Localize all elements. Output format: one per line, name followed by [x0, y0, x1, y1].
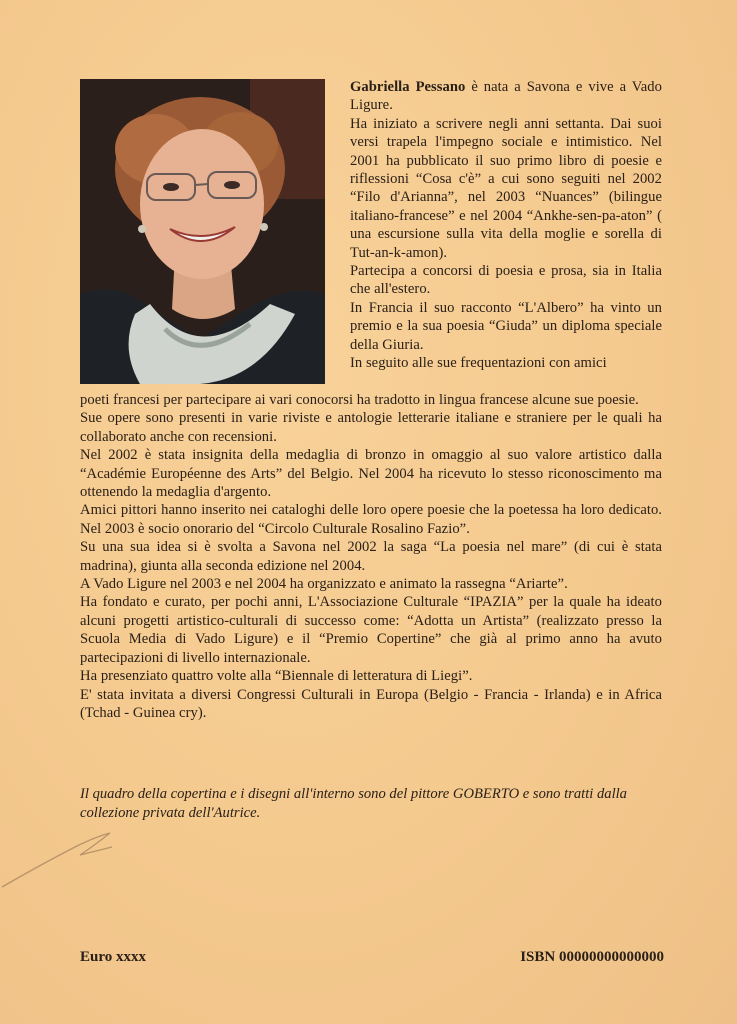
bio-paragraph: Ha presenziato quattro volte alla “Biennale di letteratura di Liegi”. — [80, 668, 473, 685]
bio-paragraph: A Vado Ligure nel 2003 e nel 2004 ha organizzato e animato la rassegna “Ariarte”. — [80, 576, 568, 593]
bio-paragraph: Ha fondato e curato, per pochi anni, L'Associazione Culturale “IPAZIA” per la quale ha ideato alcuni progetti artistico-culturali di successo come: “Adotta un Artista” (realizzato presso la Scuola Media di Vado Ligure) e il “Premio Copertine” che già al primo anno ha avuto partecipazioni di livello internazionale. — [80, 594, 662, 666]
bio-paragraph: Nel 2002 è stata insignita della medaglia di bronzo in omaggio al suo valore artistico dalla “Académie Européenne des Arts” del Belgio. Nel 2004 ha ricevuto lo stesso riconoscimento ma ottenendo la medaglia d'argento. — [80, 447, 662, 501]
bio-side-column — [350, 78, 662, 373]
bio-paragraph: Partecipa a concorsi di poesia e prosa, sia in Italia che all'estero. — [350, 263, 662, 298]
bio-intro — [350, 78, 662, 115]
bio-intro-rest: è nata a Savona e vive a Vado Ligure. — [350, 79, 662, 114]
bio-paragraph: poeti francesi per partecipare ai vari conocorsi ha tradotto in lingua francese alcune sue poesie. — [80, 392, 639, 408]
bio-paragraph: Sue opere sono presenti in varie riviste e antologie letterarie italiane e straniere per le quali ha collaborato anche con recensioni. — [80, 410, 662, 445]
author-photo — [80, 79, 325, 384]
price-label: Euro xxxx — [80, 949, 146, 965]
author-portrait-image — [80, 79, 325, 384]
bio-paragraph: Amici pittori hanno inserito nei cataloghi delle loro opere poesie che la poetessa ha loro dedicato. Nel 2003 è socio onorario del “Circolo Culturale Rosalino Fazio”. — [80, 502, 662, 537]
bio-paragraph: Su una sua idea si è svolta a Savona nel 2002 la saga “La poesia nel mare” (di cui è stata madrina), giunta alla seconda edizione nel 2004. — [80, 539, 662, 574]
bio-paragraph: In seguito alle sue frequentazioni con amici — [350, 355, 607, 372]
isbn-label: ISBN 00000000000000 — [520, 949, 664, 965]
cover-note: Il quadro della copertina e i disegni all'interno sono del pittore GOBERTO e sono tratti dalla collezione privata dell'Autrice. — [80, 786, 627, 821]
bio-full-column — [80, 391, 662, 722]
bio-paragraph: In Francia il suo racconto “L'Albero” ha vinto un premio e la sua poesia “Giuda” un diploma speciale della Giuria. — [350, 299, 662, 353]
bio-paragraph: Ha iniziato a scrivere negli anni settanta. Dai suoi versi trapela l'impegno sociale e intimistico. Nel 2001 ha pubblicato il suo primo libro di poesie e riflessioni “Cosa c'è” a cui sono seguiti nel 2002 “Filo d'Arianna”, nel 2003 “Nuances” (bilingue italiano-francese” e nel 2004 “Ankhe-sen-pa-aton” ( una escursione sulla vita della moglie e sorella di Tut-an-k-amon). — [350, 115, 662, 261]
pen-mark-icon — [0, 825, 130, 895]
bio-paragraph: E' stata invitata a diversi Congressi Culturali in Europa (Belgio - Francia - Irlanda) e in Africa (Tchad - Guinea cry). — [80, 686, 662, 721]
author-name: Gabriella Pessano — [350, 79, 466, 95]
